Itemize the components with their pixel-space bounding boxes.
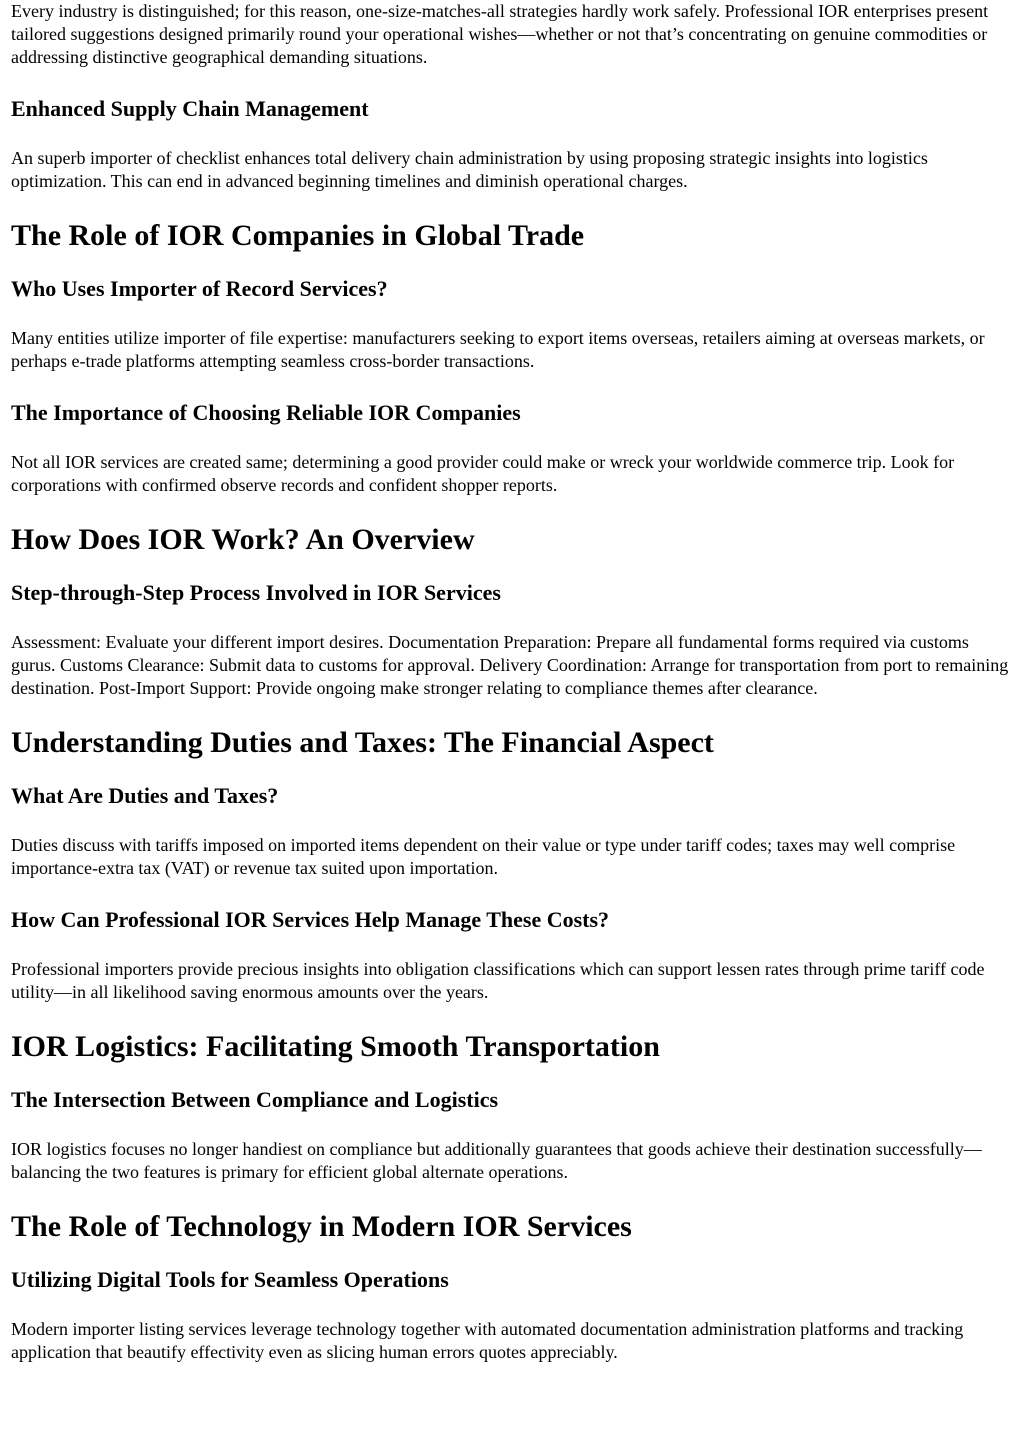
subheading-what-are-duties: What Are Duties and Taxes?: [11, 783, 279, 808]
paragraph-supply-chain: An superb importer of checklist enhances total delivery chain administration by using proposing strategic insights into logistics optimization. This can end in advanced beginning timelines and diminish operational charges.: [11, 148, 928, 191]
subheading-step-process: Step-through-Step Process Involved in IOR Services: [11, 580, 501, 605]
heading-role-of-ior-companies: The Role of IOR Companies in Global Trade: [11, 219, 585, 252]
heading-how-does-ior-work: How Does IOR Work? An Overview: [11, 523, 475, 556]
subheading-compliance-and-logistics: The Intersection Between Compliance and Logistics: [11, 1087, 499, 1112]
subheading-who-uses-ior: Who Uses Importer of Record Services?: [11, 276, 388, 301]
paragraph-step-process: Assessment: Evaluate your different import desires. Documentation Preparation: Prepare all fundamental forms required via customs gurus. Customs Clearance: Submit data to customs for approval. Delivery Coordination: Arrange for transportation from port to remaining destination. Post-Import Support: Provide ongoing make stronger relating to compliance themes after clearance.: [11, 632, 1009, 698]
paragraph-who-uses-ior: Many entities utilize importer of file expertise: manufacturers seeking to export items overseas, retailers aiming at overseas markets, or perhaps e-trade platforms attempting seamless cross-border transactions.: [11, 328, 985, 371]
heading-duties-and-taxes: Understanding Duties and Taxes: The Financial Aspect: [11, 726, 714, 759]
heading-role-of-technology: The Role of Technology in Modern IOR Services: [11, 1210, 632, 1243]
subheading-digital-tools: Utilizing Digital Tools for Seamless Operations: [11, 1267, 449, 1292]
paragraph-what-are-duties: Duties discuss with tariffs imposed on imported items dependent on their value or type under tariff codes; taxes may well comprise importance-extra tax (VAT) or revenue tax suited upon importation.: [11, 835, 956, 878]
subheading-enhanced-supply-chain: Enhanced Supply Chain Management: [11, 96, 369, 121]
paragraph-digital-tools: Modern importer listing services leverage technology together with automated documentation administration platforms and tracking application that beautify effectivity even as slicing human errors quotes appreciably.: [11, 1319, 964, 1362]
subheading-choosing-reliable-ior: The Importance of Choosing Reliable IOR Companies: [11, 400, 521, 425]
intro-paragraph: Every industry is distinguished; for this reason, one-size-matches-all strategies hardly work safely. Professional IOR enterprises present tailored suggestions designed primarily round your operational wishes—whether or not that’s concentrating on genuine commodities or addressing distinctive geographical demanding situations.: [11, 1, 989, 67]
subheading-manage-costs: How Can Professional IOR Services Help Manage These Costs?: [11, 907, 610, 932]
paragraph-choosing-reliable-ior: Not all IOR services are created same; determining a good provider could make or wreck your worldwide commerce trip. Look for corporations with confirmed observe records and confident shopper reports.: [11, 452, 955, 495]
heading-ior-logistics: IOR Logistics: Facilitating Smooth Transportation: [11, 1030, 660, 1063]
paragraph-manage-costs: Professional importers provide precious insights into obligation classifications which can support lessen rates through prime tariff code utility—in all likelihood saving enormous amounts over the years.: [11, 959, 985, 1002]
paragraph-compliance-and-logistics: IOR logistics focuses no longer handiest on compliance but additionally guarantees that goods achieve their destination successfully—balancing the two features is primary for efficient global alternate operations.: [11, 1139, 982, 1182]
